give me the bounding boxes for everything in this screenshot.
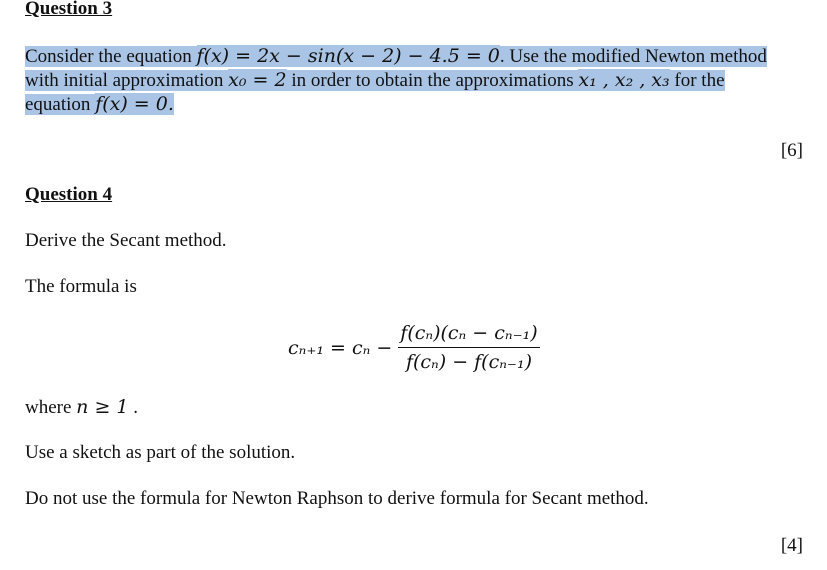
q4-derive-text: Derive the Secant method.: [25, 230, 227, 251]
q4-note-text: Do not use the formula for Newton Raphson to derive formula for Secant method.: [25, 488, 649, 509]
q3-line3-equation: f(x) = 0.: [95, 93, 174, 115]
q3-line1-suffix: . Use the modified Newton method: [499, 46, 767, 67]
q3-line2-prefix: with initial approximation: [25, 70, 229, 91]
secant-formula: [288, 322, 540, 373]
q3-line-2: [25, 68, 725, 92]
q3-marks: [6]: [780, 140, 803, 161]
q3-approximations: x₁ , x₂ , x₃: [578, 69, 670, 91]
q3-line3-prefix: equation: [25, 94, 96, 115]
q3-line-3: [25, 92, 174, 116]
where-suffix: .: [128, 397, 138, 418]
q4-marks: [4]: [780, 535, 803, 556]
formula-denominator: f(cₙ) − f(cₙ₋₁): [405, 351, 532, 373]
question-4-heading: Question 4: [25, 184, 113, 205]
where-prefix: where: [25, 397, 77, 418]
q4-formula-intro: The formula is: [25, 276, 137, 297]
q3-line2-suffix: for the: [669, 70, 725, 91]
q3-line2-mid: in order to obtain the approximations: [286, 70, 579, 91]
q3-line1-prefix: Consider the equation: [25, 46, 197, 67]
question-3-heading: Question 3: [25, 0, 113, 19]
q3-line-1: [25, 44, 767, 68]
q3-initial-approx: x₀ = 2: [228, 69, 287, 91]
formula-lhs: cₙ₊₁ = cₙ −: [288, 336, 393, 359]
q4-where-line: [25, 396, 138, 419]
q3-equation: f(x) = 2x − sin(x − 2) − 4.5 = 0: [196, 45, 500, 67]
q4-sketch-text: Use a sketch as part of the solution.: [25, 442, 296, 463]
formula-fraction: [398, 322, 539, 373]
where-condition: n ≥ 1: [76, 396, 129, 418]
formula-numerator: f(cₙ)(cₙ − cₙ₋₁): [400, 322, 538, 344]
